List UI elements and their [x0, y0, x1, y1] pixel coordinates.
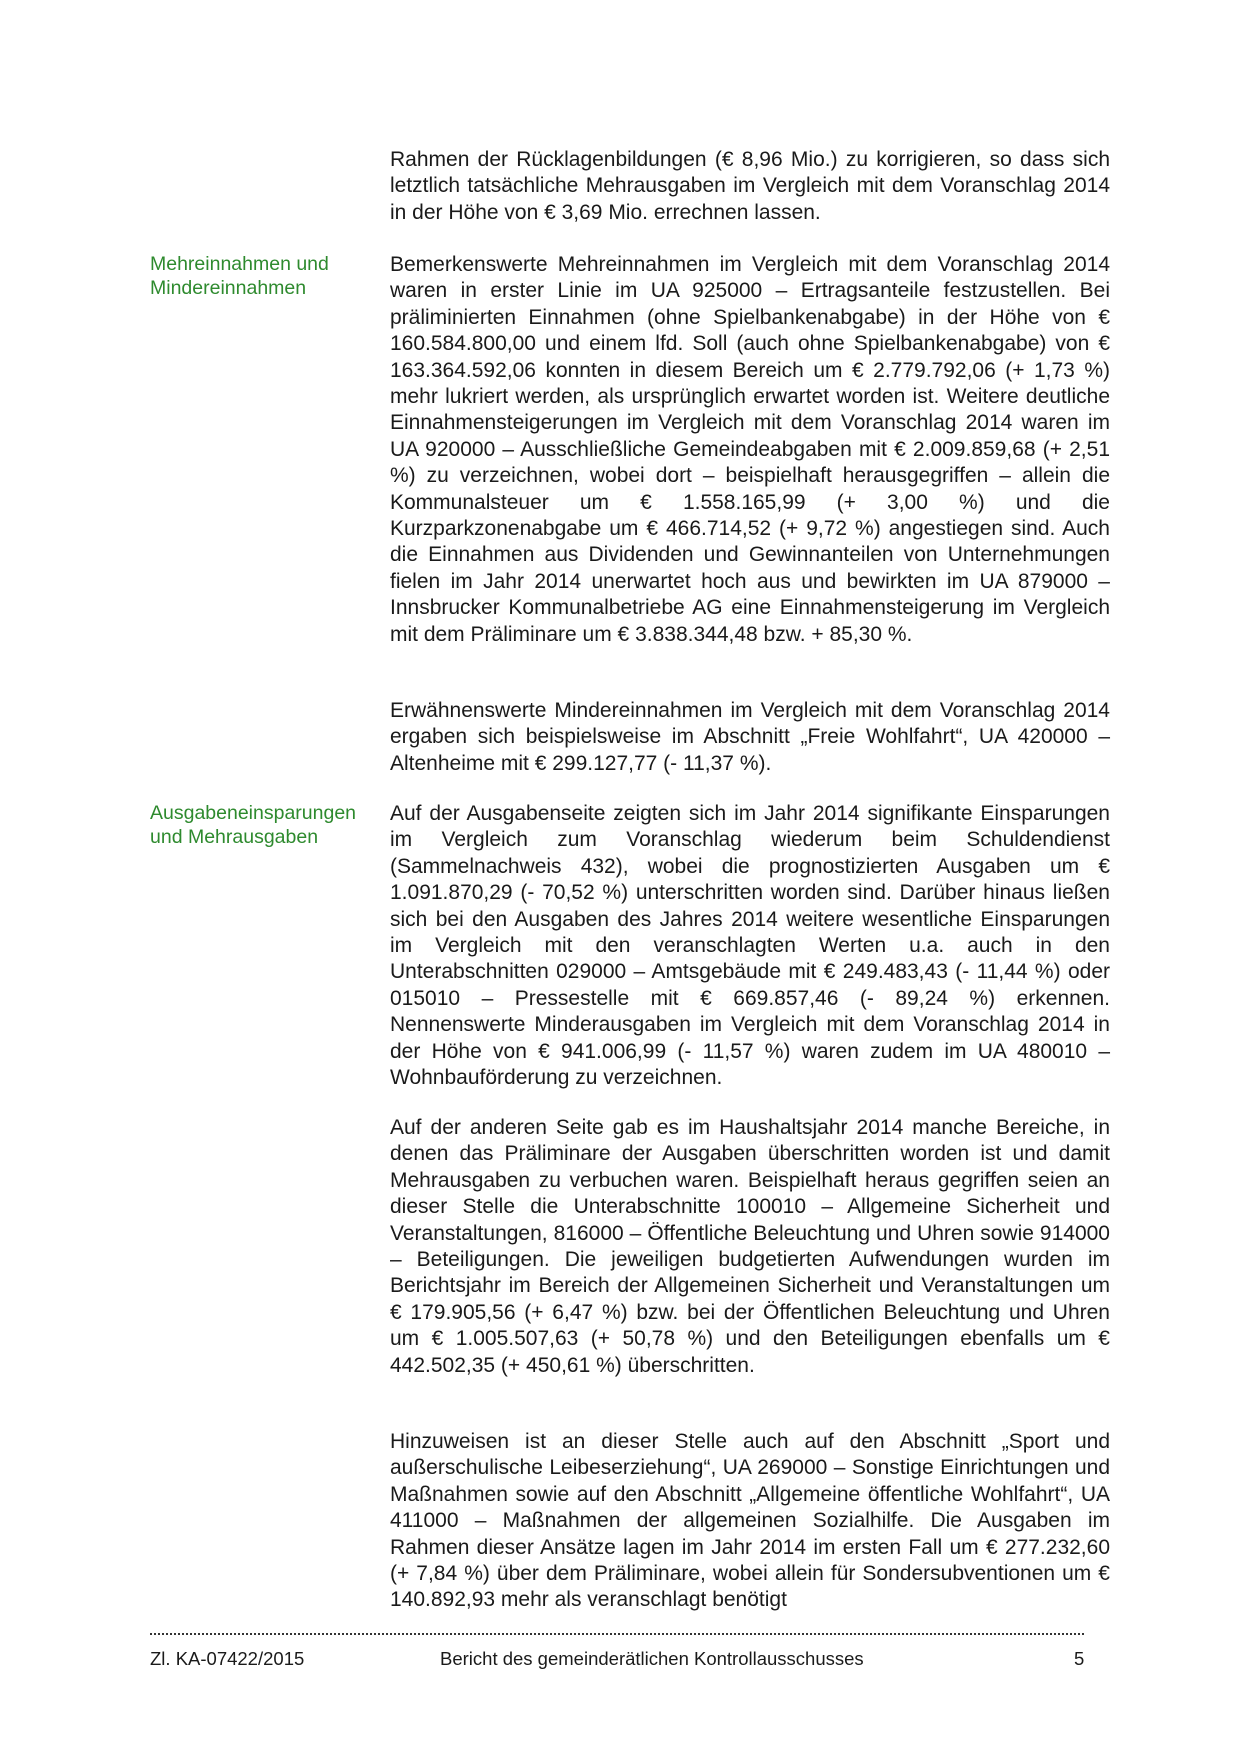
- paragraph-mehrausgaben: Auf der anderen Seite gab es im Haushaltsjahr 2014 manche Bereiche, in denen das Präliminare der Ausgaben überschritten worden ist und damit Mehrausgaben zu verbuchen waren. Beispielhaft heraus gegriffen seien an dieser Stelle die Unterabschnitte 100010 – Allgemeine Sicherheit und Veranstaltungen, 816000 – Öffentliche Beleuchtung und Uhren sowie 914000 – Beteiligungen. Die jeweiligen budgetierten Aufwendungen wurden im Berichtsjahr im Bereich der Allgemeinen Sicherheit und Veranstaltungen um € 179.905,56 (+ 6,47 %) bzw. bei der Öffentlichen Beleuchtung und Uhren um € 1.005.507,63 (+ 50,78 %) und den Beteiligungen ebenfalls um € 442.502,35 (+ 450,61 %) überschritten.: [390, 1116, 1110, 1377]
- paragraph-mehreinnahmen: Bemerkenswerte Mehreinnahmen im Vergleich mit dem Voranschlag 2014 waren in erster Linie im UA 925000 – Ertragsanteile festzustellen. Bei präliminierten Einnahmen (ohne Spielbankenabgabe) in der Höhe von € 160.584.800,00 und einem lfd. Soll (auch ohne Spielbankenabgabe) von € 163.364.592,06 konnten in diesem Bereich um € 2.779.792,06 (+ 1,73 %) mehr lukriert werden, als ursprünglich erwartet worden ist. Weitere deutliche Einnahmensteigerungen im Vergleich mit dem Voranschlag 2014 waren im UA 920000 – Ausschließliche Gemeindeabgaben mit € 2.009.859,68 (+ 2,51 %) zu verzeichnen, wobei dort – beispielhaft herausgegriffen – allein die Kommunalsteuer um € 1.558.165,99 (+ 3,00 %) und die Kurzparkzonenabgabe um € 466.714,52 (+ 9,72 %) angestiegen sind. Auch die Einnahmen aus Dividenden und Gewinnanteilen von Unternehmungen fielen im Jahr 2014 unerwartet hoch aus und bewirkten im UA 879000 – Innsbrucker Kommunalbetriebe AG eine Einnahmensteigerung im Vergleich mit dem Präliminare um € 3.838.344,48 bzw. + 85,30 %.: [390, 253, 1110, 646]
- footer-page-number: 5: [1074, 1648, 1085, 1669]
- footer-divider: [150, 1633, 1084, 1635]
- paragraph-ausgabeneinsparungen: Auf der Ausgabenseite zeigten sich im Jahr 2014 signifikante Einsparungen im Vergleich zum Voranschlag wiederum beim Schuldendienst (Sammelnachweis 432), wobei die prognostizierten Ausgaben um € 1.091.870,29 (- 70,52 %) unterschritten worden sind. Darüber hinaus ließen sich bei den Ausgaben des Jahres 2014 weitere wesentliche Einsparungen im Vergleich mit den veranschlagten Werten u.a. auch in den Unterabschnitten 029000 – Amtsgebäude mit € 249.483,43 (- 11,44 %) oder 015010 – Pressestelle mit € 669.857,46 (- 89,24 %) erkennen. Nennenswerte Minderausgaben im Vergleich mit dem Voranschlag 2014 in der Höhe von € 941.006,99 (- 11,57 %) waren zudem im UA 480010 – Wohnbauförderung zu verzeichnen.: [390, 802, 1110, 1090]
- footer-reference: Zl. KA-07422/2015: [150, 1648, 305, 1669]
- paragraph-mindereinnahmen: Erwähnenswerte Mindereinnahmen im Vergleich mit dem Voranschlag 2014 ergaben sich beispielsweise im Abschnitt „Freie Wohlfahrt“, UA 420000 – Altenheime mit € 299.127,77 (- 11,37 %).: [390, 699, 1110, 775]
- paragraph-ruecklagen: Rahmen der Rücklagenbildungen (€ 8,96 Mio.) zu korrigieren, so dass sich letztlich tatsächliche Mehrausgaben im Vergleich mit dem Voranschlag 2014 in der Höhe von € 3,69 Mio. errechnen lassen.: [390, 148, 1110, 224]
- paragraph-sport-wohlfahrt: Hinzuweisen ist an dieser Stelle auch auf den Abschnitt „Sport und außerschulische Leibeserziehung“, UA 269000 – Sonstige Einrichtungen und Maßnahmen sowie auf den Abschnitt „Allgemeine öffentliche Wohlfahrt“, UA 411000 – Maßnahmen der allgemeinen Sozialhilfe. Die Ausgaben im Rahmen dieser Ansätze lagen im Jahr 2014 im ersten Fall um € 277.232,60 (+ 7,84 %) über dem Präliminare, wobei allein für Sondersubventionen um € 140.892,93 mehr als veranschlagt benötigt: [390, 1430, 1110, 1612]
- side-label-mehreinnahmen: Mehreinnahmen und Mindereinnahmen: [150, 253, 329, 299]
- footer-title: Bericht des gemeinderätlichen Kontrollausschusses: [440, 1648, 864, 1669]
- side-label-ausgaben: Ausgabeneinsparungen und Mehrausgaben: [150, 802, 357, 848]
